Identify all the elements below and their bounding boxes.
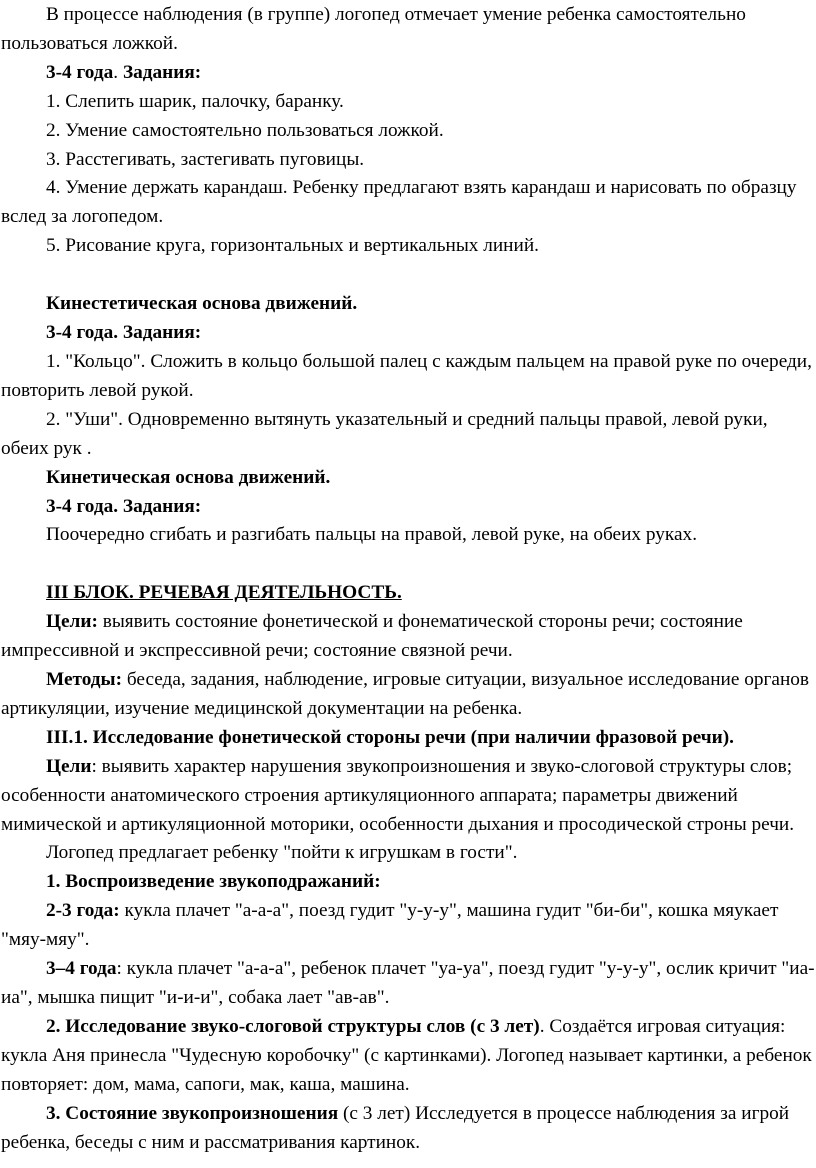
item1-title	[1, 868, 816, 897]
kinetic-age-text: 3-4 года. Задания:	[46, 495, 202, 517]
item2-paragraph	[1, 1013, 816, 1100]
age34-paragraph	[1, 955, 816, 1013]
list-item: 2. "Уши". Одновременно вытянуть указательный и средний пальцы правой, левой руки, обеих рук .	[1, 408, 768, 459]
age34-label: 3–4 года	[46, 958, 117, 980]
list-item: 1. "Кольцо". Сложить в кольцо большой палец с каждым пальцем на правой руке по очереди, повторить левой рукой.	[1, 350, 812, 401]
block3-methods	[1, 666, 816, 724]
document-page	[0, 1, 816, 1157]
item2-title: 2. Исследование звуко-слоговой структуры слов (с 3 лет)	[46, 1015, 540, 1037]
kinesthetic-heading-text: Кинестетическая основа движений.	[46, 293, 358, 315]
kinetic-heading	[1, 464, 816, 493]
age-tasks-heading	[1, 59, 816, 88]
item3-title: 3. Состояние звукопроизношения	[46, 1102, 339, 1124]
section31-title	[1, 724, 816, 753]
list-item: 2. Умение самостоятельно пользоваться ложкой.	[46, 119, 444, 141]
kinesthetic-age-text: 3-4 года. Задания:	[46, 322, 202, 344]
kinetic-text: Поочередно сгибать и разгибать пальцы на правой, левой руке, на обеих руках.	[46, 524, 698, 546]
age23-paragraph	[1, 897, 816, 955]
separator: .	[113, 61, 119, 83]
kinesthetic-age	[1, 319, 816, 348]
methods-label: Методы:	[46, 669, 123, 691]
age34-text: : кукла плачет "а-а-а", ребенок плачет "уа-уа", поезд гудит "у-у-у", ослик кричит "иа-иа", мышка пищит "и-и-и", собака лает "ав-ав".	[1, 958, 815, 1008]
age23-text: кукла плачет "а-а-а", поезд гудит "у-у-у", машина гудит "би-би", кошка мяукает "мяу-мяу".	[1, 900, 779, 951]
block3-title-text: III БЛОК. РЕЧЕВАЯ ДЕЯТЕЛЬНОСТЬ.	[46, 582, 402, 604]
list-item: 5. Рисование круга, горизонтальных и вертикальных линий.	[46, 235, 539, 257]
list-item: 3. Расстегивать, застегивать пуговицы.	[46, 148, 365, 170]
section31-title-text: III.1. Исследование фонетической стороны речи (при наличии фразовой речи).	[46, 726, 734, 748]
item2-text: . Создаётся игровая ситуация: кукла Аня принесла "Чудесную коробочку" (с картинками). Логопед называет картинки, а ребенок повторяет: дом, мама, сапоги, мак, каша, машина.	[1, 1015, 812, 1095]
methods-text: беседа, задания, наблюдение, игровые ситуации, визуальное исследование органов артикуляции, изучение медицинской документации на ребенка.	[1, 669, 810, 719]
list-item: 4. Умение держать карандаш. Ребенку предлагают взять карандаш и нарисовать по образцу вслед за логопедом.	[1, 177, 797, 228]
spacer	[1, 550, 816, 579]
section31-goals-text: : выявить характер нарушения звукопроизношения и звуко-слоговой структуры слов; особенности анатомического строения артикуляционного аппарата; параметры движений мимической и артикуляционной моторики, особенности дыхания и просодической строны речи.	[1, 755, 795, 835]
intro-paragraph: В процессе наблюдения (в группе) логопед отмечает умение ребенка самостоятельно пользоваться ложкой.	[1, 4, 746, 54]
kinetic-heading-text: Кинетическая основа движений.	[46, 466, 331, 488]
kinesthetic-heading	[1, 290, 816, 319]
block3-goals	[1, 608, 816, 666]
spacer	[1, 261, 816, 290]
section31-intro: Логопед предлагает ребенку "пойти к игрушкам в гости".	[46, 842, 518, 864]
age23-label: 2-3 года:	[46, 900, 120, 922]
kinetic-age	[1, 493, 816, 522]
age-label: 3-4 года	[46, 61, 114, 83]
goals-text: выявить состояние фонетической и фонематической стороны речи; состояние импрессивной и экспрессивной речи; состояние связной речи.	[1, 611, 743, 662]
item1-title-text: 1. Воспроизведение звукоподражаний:	[46, 871, 381, 893]
goals-label: Цели:	[46, 611, 98, 633]
section31-goals	[1, 753, 816, 840]
tasks-label: Задания:	[122, 61, 202, 83]
item3-text: (с 3 лет) Исследуется в процессе наблюдения за игрой ребенка, беседы с ним и рассматривания картинок.	[1, 1102, 790, 1153]
section31-goals-label: Цели	[46, 755, 92, 777]
item3-paragraph	[1, 1100, 816, 1158]
block3-title	[1, 579, 816, 608]
list-item: 1. Слепить шарик, палочку, баранку.	[46, 90, 344, 112]
